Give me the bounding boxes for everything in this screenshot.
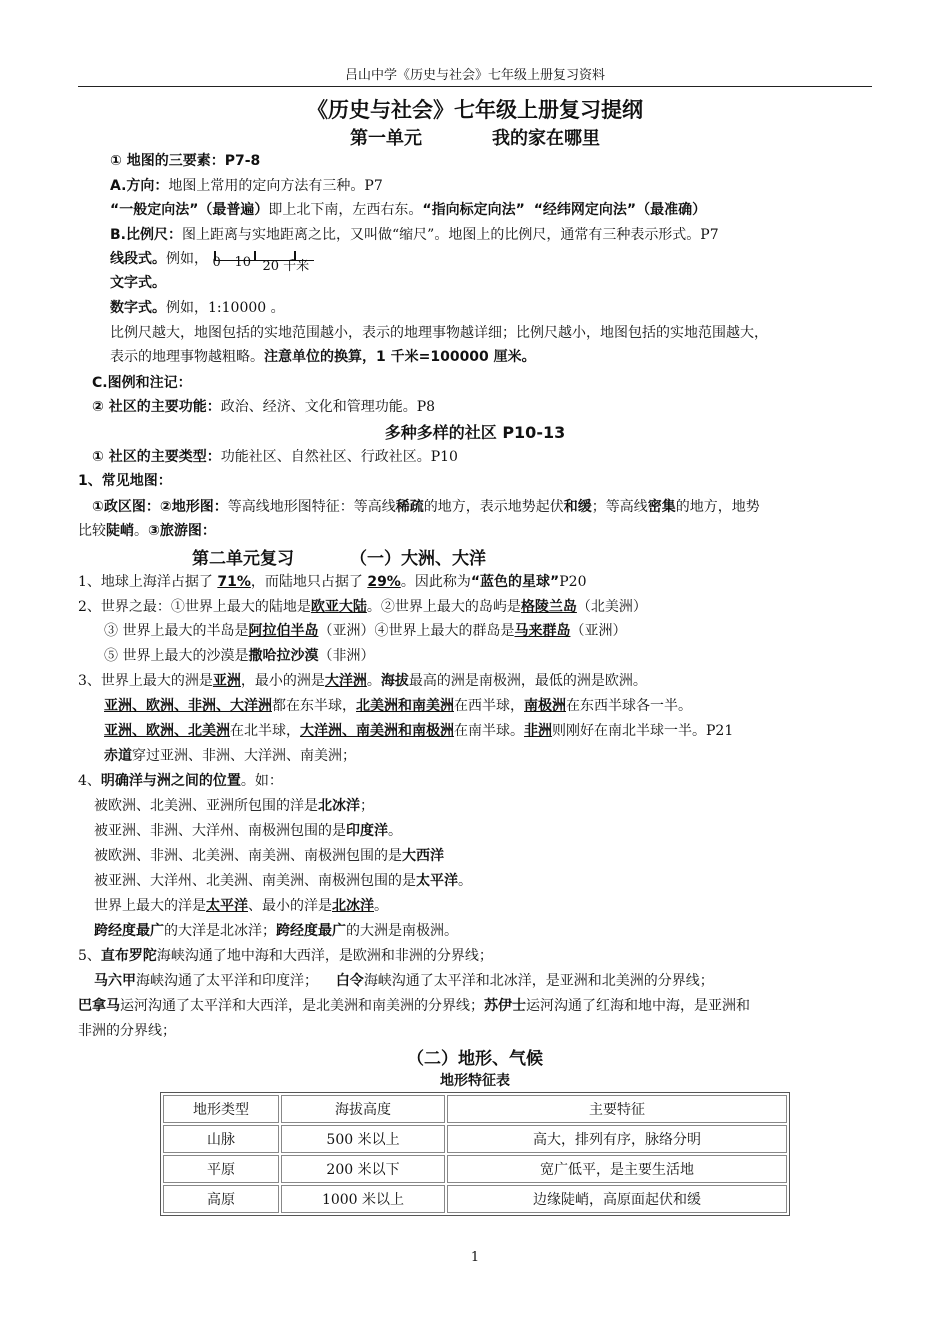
common-maps-line2: 比较陡峭。③旅游图： bbox=[78, 523, 216, 539]
direction-text: 地图上常用的定向方法有三种。P7 bbox=[168, 178, 383, 194]
method-general-desc: 即上北下南，左西右东。 bbox=[268, 202, 423, 218]
continents-line3: ③ 世界上最大的半岛是阿拉伯半岛（亚洲）④世界上最大的群岛是马来群岛（亚洲） bbox=[104, 623, 627, 639]
scale-text: 图上距离与实地距离之比，又叫做“缩尺”。地图上的比例尺，通常有三种表示形式。P7 bbox=[182, 227, 719, 243]
table-row bbox=[163, 1185, 787, 1213]
method-grid: “经纬网定向法”（最准确） bbox=[533, 202, 707, 218]
ocean-line4: 被亚洲、大洋州、北美洲、南美洲、南极洲包围的是太平洋。 bbox=[94, 873, 472, 889]
unit2-name: 第二单元复习 bbox=[192, 549, 294, 569]
page-header: 吕山中学《历史与社会》七年级上册复习资料 bbox=[78, 64, 872, 87]
direction-label: A.方向： bbox=[110, 178, 169, 194]
line-form-example: 例如， bbox=[166, 251, 208, 267]
strait-line2: 马六甲海峡沟通了太平洋和印度洋； 白令海峡沟通了太平洋和北冰洋，是亚洲和北美洲的分界线； bbox=[94, 973, 714, 989]
canal-line2: 非洲的分界线； bbox=[78, 1023, 176, 1039]
scale-tick-0: 0 bbox=[212, 255, 221, 270]
method-pointer: “指向标定向法” bbox=[422, 202, 525, 218]
table-cell: 山脉 bbox=[163, 1125, 279, 1153]
canal-line1: 巴拿马运河沟通了太平洋和大西洋，是北美洲和南美洲的分界线；苏伊士运河沟通了红海和地中海，是亚洲和 bbox=[78, 998, 750, 1014]
table-header-cell: 地形类型 bbox=[163, 1095, 279, 1123]
table-header-cell: 海拔高度 bbox=[281, 1095, 445, 1123]
ocean-line6: 跨经度最广的大洋是北冰洋；跨经度最广的大洲是南极洲。 bbox=[94, 923, 458, 939]
continents-line8: 赤道穿过亚洲、非洲、大洋洲、南美洲； bbox=[104, 748, 356, 764]
map-elements-heading: ① 地图的三要素：P7-8 bbox=[110, 153, 261, 169]
unit2-heading bbox=[192, 544, 486, 569]
terrain-table bbox=[160, 1092, 790, 1216]
table-cell: 边缘陡峭，高原面起伏和缓 bbox=[447, 1185, 787, 1213]
continents-line9: 4、明确洋与洲之间的位置。如： bbox=[78, 773, 283, 789]
method-general: “一般定向法”（最普遍） bbox=[110, 202, 269, 218]
continents-line1: 1、地球上海洋占据了 71%，而陆地只占据了 29%。因此称为“蓝色的星球”P20 bbox=[78, 574, 587, 590]
common-maps-line1: ①政区图：②地形图：等高线地形图特征：等高线稀疏的地方，表示地势起伏和缓；等高线密集的地方，地势 bbox=[92, 499, 760, 515]
scale-label: B.比例尺： bbox=[110, 227, 182, 243]
number-form-example: 例如，1:10000 。 bbox=[166, 300, 285, 316]
continents-line5: 3、世界上最大的洲是亚洲，最小的洲是大洋洲。海拔最高的洲是南极洲，最低的洲是欧洲。 bbox=[78, 673, 647, 689]
table-header-row bbox=[163, 1095, 787, 1123]
text-form-label: 文字式。 bbox=[110, 275, 166, 291]
community-function: ② 社区的主要功能：政治、经济、文化和管理功能。P8 bbox=[92, 399, 436, 415]
unit1-heading bbox=[0, 124, 950, 150]
community-types: ① 社区的主要类型：功能社区、自然社区、行政社区。P10 bbox=[92, 449, 458, 465]
table-cell: 500 米以上 bbox=[281, 1125, 445, 1153]
page-number: 1 bbox=[470, 1250, 480, 1265]
common-maps-heading: 1、常见地图： bbox=[78, 473, 172, 489]
continents-line4: ⑤ 世界上最大的沙漠是撒哈拉沙漠（非洲） bbox=[104, 648, 375, 664]
number-form-label: 数字式。 bbox=[110, 300, 166, 316]
scale-note-1: 比例尺越大，地图包括的实地范围越小，表示的地理事物越详细；比例尺越小，地图包括的实地范围越大， bbox=[110, 325, 768, 341]
table-header-cell: 主要特征 bbox=[447, 1095, 787, 1123]
unit1-subtitle: 我的家在哪里 bbox=[492, 128, 600, 149]
scale-line bbox=[110, 224, 719, 244]
unit2-subtitle: （一）大洲、大洋 bbox=[350, 549, 486, 569]
scale-tick-20: 20 千米 bbox=[262, 259, 310, 274]
continents-line2: 2、世界之最：①世界上最大的陆地是欧亚大陆。②世界上最大的岛屿是格陵兰岛（北美洲） bbox=[78, 599, 647, 615]
ocean-line5: 世界上最大的洋是太平洋、最小的洋是北冰洋。 bbox=[94, 898, 388, 914]
document-title: 《历史与社会》七年级上册复习提纲 bbox=[307, 98, 643, 122]
table-row bbox=[163, 1155, 787, 1183]
table-row bbox=[163, 1125, 787, 1153]
scale-tick-10: 10 bbox=[234, 255, 251, 270]
scale-note-2: 表示的地理事物越粗略。注意单位的换算，1 千米=100000 厘米。 bbox=[110, 349, 536, 365]
continents-line7: 亚洲、欧洲、北美洲在北半球，大洋洲、南美洲和南极洲在南半球。非洲则刚好在南北半球一半。P21 bbox=[104, 723, 734, 739]
unit-conversion-note: 注意单位的换算，1 千米=100000 厘米。 bbox=[264, 349, 536, 365]
continents-line6: 亚洲、欧洲、非洲、大洋洲都在东半球，北美洲和南美洲在西半球，南极洲在东西半球各一半。 bbox=[104, 698, 692, 714]
table-cell: 200 米以下 bbox=[281, 1155, 445, 1183]
unit1-name: 第一单元 bbox=[350, 128, 422, 149]
direction-methods bbox=[110, 199, 706, 219]
strait-line1: 5、直布罗陀海峡沟通了地中海和大西洋，是欧洲和非洲的分界线； bbox=[78, 948, 493, 964]
ocean-line2: 被亚洲、非洲、大洋州、南极洲包围的是印度洋。 bbox=[94, 823, 402, 839]
table-cell: 高大，排列有序，脉络分明 bbox=[447, 1125, 787, 1153]
line-form-label: 线段式。 bbox=[110, 251, 166, 267]
ocean-line1: 被欧洲、北美洲、亚洲所包围的洋是北冰洋； bbox=[94, 798, 374, 814]
terrain-table-title: 地形特征表 bbox=[440, 1073, 510, 1089]
table-cell: 1000 米以上 bbox=[281, 1185, 445, 1213]
table-cell: 高原 bbox=[163, 1185, 279, 1213]
legend-label: C.图例和注记： bbox=[92, 375, 192, 391]
scale-bar-graphic bbox=[212, 251, 318, 274]
table-cell: 宽广低平，是主要生活地 bbox=[447, 1155, 787, 1183]
number-form bbox=[110, 297, 285, 317]
ocean-line3: 被欧洲、非洲、北美洲、南美洲、南极洲包围的是大西洋 bbox=[94, 848, 444, 864]
terrain-section-title: （二）地形、气候 bbox=[407, 1049, 543, 1069]
community-section-title: 多种多样的社区 P10-13 bbox=[384, 423, 566, 442]
line-form bbox=[110, 248, 318, 274]
table-cell: 平原 bbox=[163, 1155, 279, 1183]
direction-line bbox=[110, 175, 383, 195]
